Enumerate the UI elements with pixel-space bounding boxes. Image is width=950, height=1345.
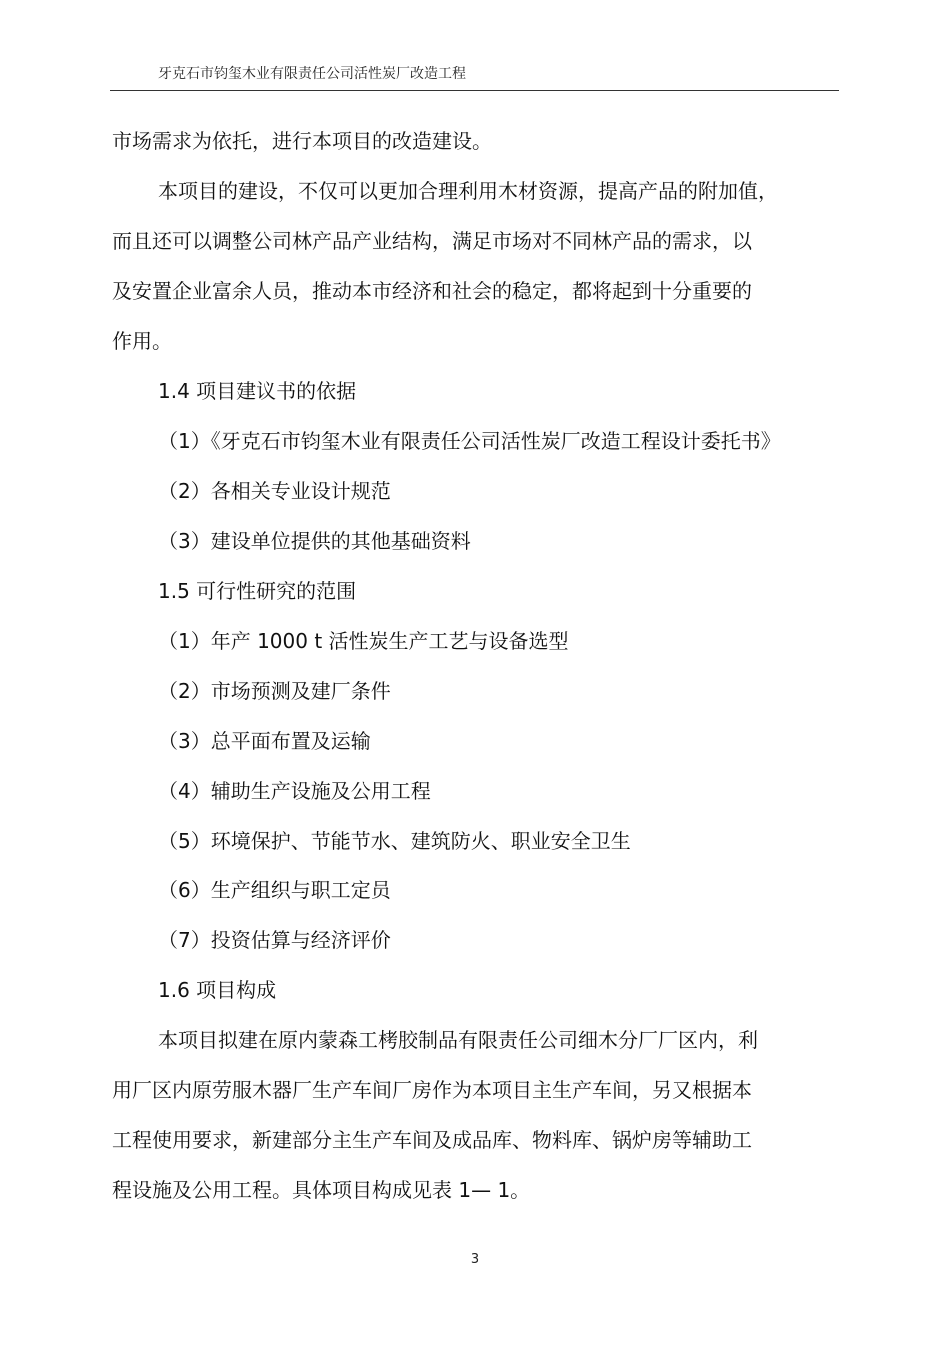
running-header: 牙克石市钧玺木业有限责任公司活性炭厂改造工程 bbox=[158, 66, 466, 82]
page-number: 3 bbox=[470, 1252, 480, 1267]
paragraph-line: 本项目的建设，不仅可以更加合理利用木材资源，提高产品的附加值， bbox=[158, 179, 778, 203]
list-item: （5）环境保护、节能节水、建筑防火、职业安全卫生 bbox=[158, 829, 631, 853]
list-item: （2）市场预测及建厂条件 bbox=[158, 679, 391, 703]
list-item: （1）《牙克石市钧玺木业有限责任公司活性炭厂改造工程设计委托书》 bbox=[158, 429, 781, 453]
list-item: （1）年产 1000 t 活性炭生产工艺与设备选型 bbox=[158, 629, 569, 653]
section-heading-1-5: 1.5 可行性研究的范围 bbox=[158, 579, 357, 603]
paragraph-line: 用厂区内原劳服木器厂生产车间厂房作为本项目主生产车间，另又根据本 bbox=[112, 1078, 752, 1102]
paragraph-line: 而且还可以调整公司林产品产业结构，满足市场对不同林产品的需求，以 bbox=[112, 229, 752, 253]
header-divider bbox=[110, 90, 839, 91]
paragraph-line: 本项目拟建在原内蒙森工栲胶制品有限责任公司细木分厂厂区内，利 bbox=[158, 1028, 758, 1052]
paragraph-line: 及安置企业富余人员，推动本市经济和社会的稳定，都将起到十分重要的 bbox=[112, 279, 752, 303]
list-item: （6）生产组织与职工定员 bbox=[158, 878, 391, 902]
list-item: （4）辅助生产设施及公用工程 bbox=[158, 779, 431, 803]
list-item: （2）各相关专业设计规范 bbox=[158, 479, 391, 503]
list-item: （3）总平面布置及运输 bbox=[158, 729, 371, 753]
list-item: （7）投资估算与经济评价 bbox=[158, 928, 391, 952]
paragraph-line: 程设施及公用工程。具体项目构成见表 1— 1。 bbox=[112, 1178, 531, 1202]
section-heading-1-6: 1.6 项目构成 bbox=[158, 978, 277, 1002]
list-item: （3）建设单位提供的其他基础资料 bbox=[158, 529, 471, 553]
paragraph-line: 工程使用要求，新建部分主生产车间及成品库、物料库、锅炉房等辅助工 bbox=[112, 1128, 752, 1152]
paragraph-line: 市场需求为依托，进行本项目的改造建设。 bbox=[112, 129, 492, 153]
paragraph-line: 作用。 bbox=[112, 329, 172, 353]
section-heading-1-4: 1.4 项目建议书的依据 bbox=[158, 379, 357, 403]
